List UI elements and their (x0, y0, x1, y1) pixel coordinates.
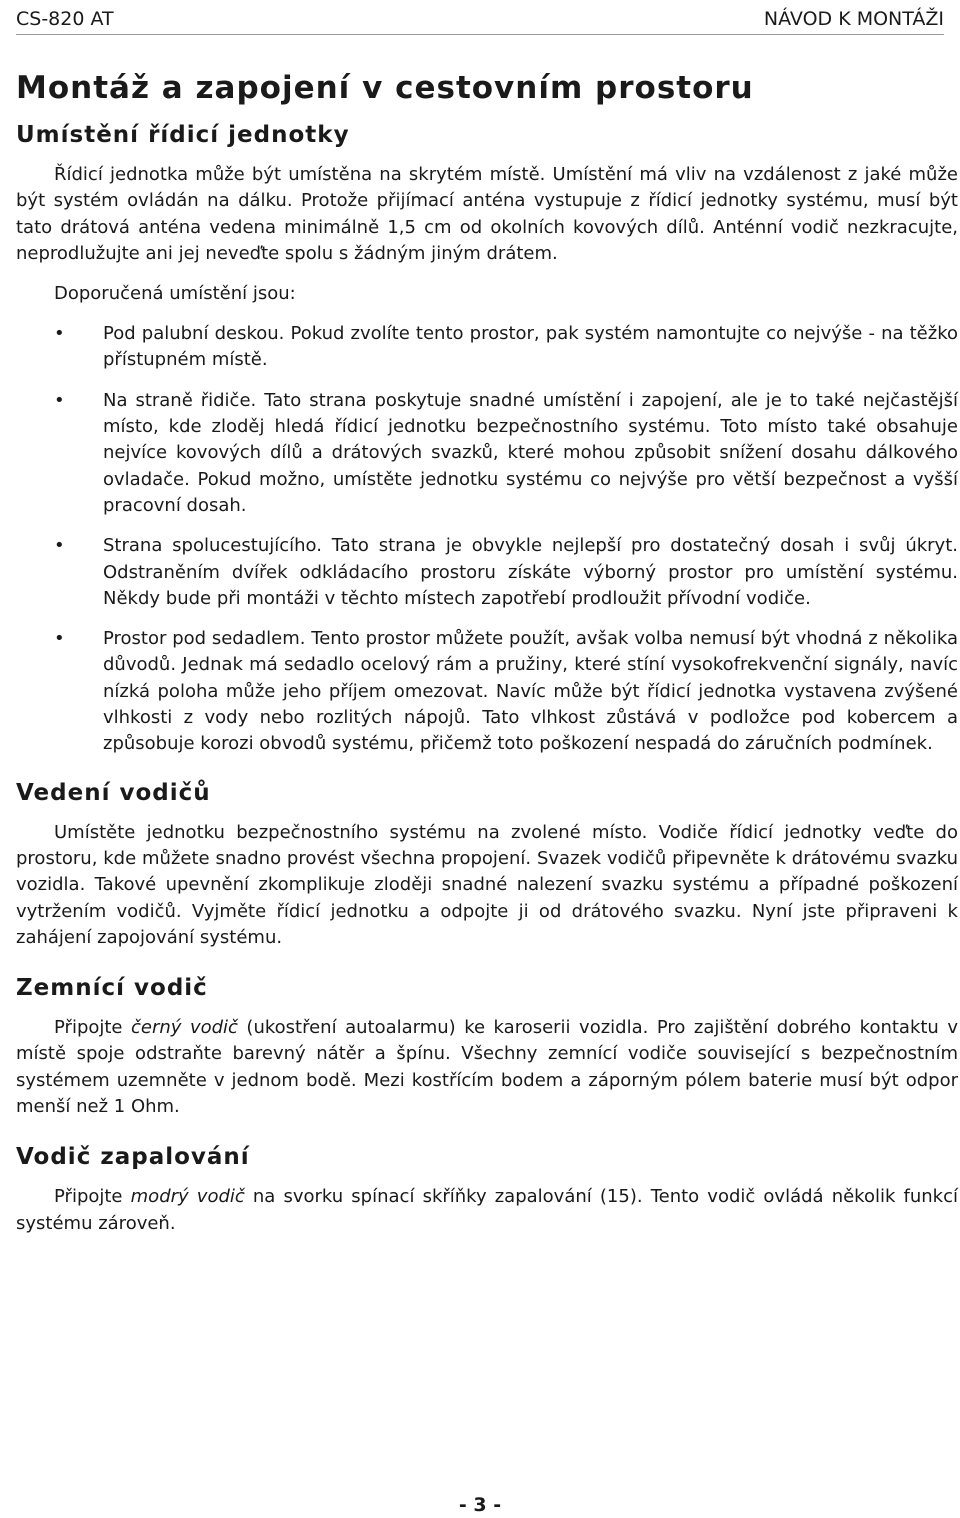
list-item-text: Strana spolucestujícího. Tato strana je obvykle nejlepší pro dostatečný dosah i svůj úkryt. Odstraněním dvířek odkládacího prostoru získáte výborný prostor pro umístění systému. Někdy bude při montáži v těchto místech zapotřebí prodloužit přívodní vodiče. (103, 535, 958, 609)
document-content (16, 70, 958, 1237)
header-model: CS-820 AT (16, 8, 114, 30)
section-heading-wiring: Vedení vodičů (16, 779, 211, 806)
control-unit-paragraph: Řídicí jednotka může být umístěna na skrytém místě. Umístění má vliv na vzdálenost z jaké může být systém ovládán na dálku. Protože přijímací anténa vystupuje z řídicí jednotky systému, musí být tato drátová anténa vedena minimálně 1,5 cm od okolních kovových dílů. Anténní vodič nezkracujte, neprodlužujte ani jej neveďte spolu s žádným jiným drátem. (16, 164, 958, 264)
section-heading-ignition-wire: Vodič zapalování (16, 1144, 250, 1171)
ground-wire-text-end: (ukostření autoalarmu) ke karoserii vozidla. Pro zajištění dobrého kontaktu v místě spoje odstraňte barevný nátěr a špínu. Všechny zemnící vodiče související s bezpečnostním systémem uzemněte v jednom bodě. Mezi kostřícím bodem a záporným pólem baterie musí být odpor menší než 1 Ohm. (16, 1017, 958, 1118)
page-number: - 3 - (458, 1494, 502, 1516)
wiring-paragraph: Umístěte jednotku bezpečnostního systému na zvolené místo. Vodiče řídicí jednotky veďte do prostoru, kde můžete snadno provést všechna propojení. Svazek vodičů připevněte k drátovému svazku vozidla. Takové upevnění zkomplikuje zloději snadné nalezení svazku systému a případné poškození vytržením vodičů. Vyjměte řídicí jednotku a odpojte ji od drátového svazku. Nyní jste připraveni k zahájení zapojování systému. (16, 821, 958, 948)
header-doc-title: NÁVOD K MONTÁŽI (763, 8, 944, 30)
list-item (16, 626, 958, 757)
ignition-wire-text-start: Připojte (54, 1186, 131, 1208)
list-item (16, 321, 958, 374)
ignition-wire-paragraph (16, 1184, 958, 1237)
recommended-locations-list (16, 321, 958, 757)
bullet-icon: • (54, 323, 65, 345)
list-item (16, 533, 958, 612)
ignition-wire-color: modrý vodič (130, 1186, 245, 1208)
bullet-icon: • (54, 389, 65, 411)
page-title: Montáž a zapojení v cestovním prostoru (16, 70, 754, 106)
section-heading-control-unit: Umístění řídicí jednotky (16, 122, 350, 148)
ignition-wire-text-end: na svorku spínací skříňky zapalování (15). Tento vodič ovládá několik funkcí systému zároveň. (16, 1186, 958, 1234)
ground-wire-text-start: Připojte (54, 1017, 132, 1039)
page-header (16, 4, 944, 35)
list-item (16, 388, 958, 519)
list-item-text: Prostor pod sedadlem. Tento prostor můžete použít, avšak volba nemusí být vhodná z několika důvodů. Jednak má sedadlo ocelový rám a pružiny, které stíní vysokofrekvenční signály, navíc nízká poloha může jeho příjem omezovat. Navíc může být řídicí jednotka vystavena zvýšené vlhkosti z vody nebo rozlitých nápojů. Tato vlhkost zůstává v podložce pod kobercem a způsobuje korozi obvodů systému, přičemž toto poškození nespadá do záručních podmínek. (103, 628, 958, 755)
section-heading-ground-wire: Zemnící vodič (16, 975, 208, 1002)
bullet-icon: • (54, 628, 65, 650)
ground-wire-color: černý vodič (131, 1017, 238, 1039)
recommended-locations-label: Doporučená umístění jsou: (54, 283, 296, 305)
bullet-icon: • (54, 535, 65, 557)
ground-wire-paragraph (16, 1015, 958, 1120)
list-item-text: Na straně řidiče. Tato strana poskytuje snadné umístění i zapojení, ale je to také nejčastější místo, kde zloděj hledá řídicí jednotku bezpečnostního systému. Toto místo také obsahuje nejvíce kovových dílů a drátových svazků, které mohou způsobit snížení dosahu dálkového ovladače. Pokud možno, umístěte jednotku systému co nejvýše pro větší bezpečnost a vyšší pracovní dosah. (103, 389, 958, 516)
list-item-text: Pod palubní deskou. Pokud zvolíte tento prostor, pak systém namontujte co nejvýše - na těžko přístupném místě. (103, 323, 958, 371)
